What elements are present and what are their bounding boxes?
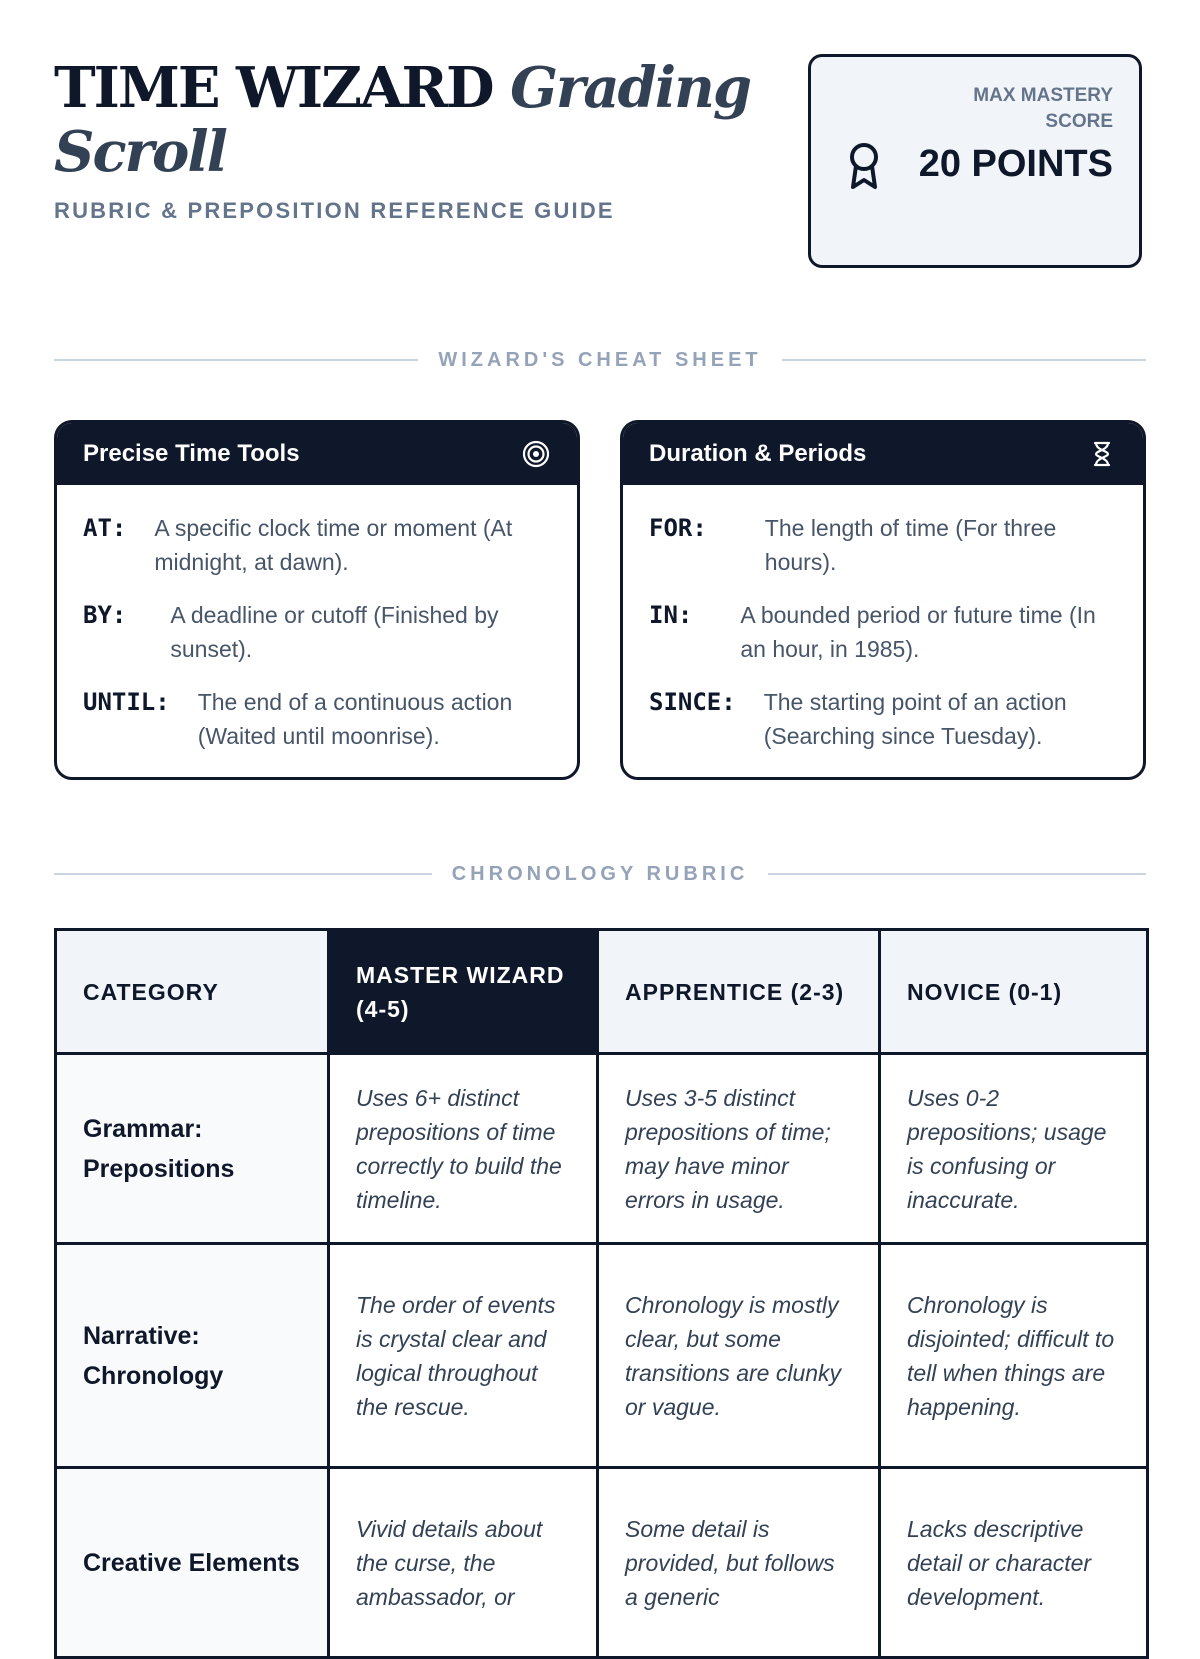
definition-row: [83, 511, 551, 579]
master-cell: The order of events is crystal clear and logical throughout the rescue.: [329, 1244, 598, 1468]
category-cell: Grammar: Prepositions: [56, 1054, 329, 1244]
title-accent: Grading Scroll: [54, 55, 750, 185]
definition-text: A deadline or cutoff (Finished by sunset).: [170, 602, 499, 662]
rubric-divider: [54, 862, 1146, 886]
card-header: [623, 423, 1143, 485]
novice-cell: Lacks descriptive detail or character development.: [880, 1468, 1148, 1658]
novice-cell: Chronology is disjointed; difficult to tell when things are happening.: [880, 1244, 1148, 1468]
divider-line: [54, 873, 432, 875]
cheat-sheet-divider: [54, 348, 1146, 372]
precise-time-tools-card: [54, 420, 580, 780]
card-body: [57, 485, 577, 753]
page-title: [54, 56, 754, 184]
header-apprentice: APPRENTICE (2-3): [598, 930, 880, 1054]
hourglass-icon: [1087, 439, 1117, 469]
definition-text: A bounded period or future time (In an hour, in 1985).: [740, 602, 1096, 662]
definition-term: UNTIL:: [83, 688, 170, 716]
card-title: Duration & Periods: [649, 440, 867, 467]
card-body: [623, 485, 1143, 753]
table-row: [56, 1244, 1148, 1468]
score-label: MAX MASTERY SCORE: [973, 85, 1113, 132]
card-title: Precise Time Tools: [83, 440, 300, 467]
card-header: [57, 423, 577, 485]
definition-term: IN:: [649, 601, 693, 629]
definition-term: BY:: [83, 601, 127, 629]
definition-text: The length of time (For three hours).: [764, 515, 1057, 575]
rubric-heading: CHRONOLOGY RUBRIC: [451, 862, 749, 885]
divider-line: [54, 359, 418, 361]
apprentice-cell: Uses 3-5 distinct prepositions of time; may have minor errors in usage.: [598, 1054, 880, 1244]
master-cell: Vivid details about the curse, the ambassador, or: [329, 1468, 598, 1658]
header-master-wizard: MASTER WIZARD (4-5): [329, 930, 598, 1054]
apprentice-cell: Some detail is provided, but follows a generic: [598, 1468, 880, 1658]
max-score-card: [808, 54, 1142, 268]
rubric-table: [54, 928, 1149, 1659]
definition-term: SINCE:: [649, 688, 736, 716]
definition-row: [83, 685, 551, 753]
category-cell: Creative Elements: [56, 1468, 329, 1658]
novice-cell: Uses 0-2 prepositions; usage is confusing or inaccurate.: [880, 1054, 1148, 1244]
definition-row: [649, 685, 1117, 753]
definition-row: [649, 598, 1117, 666]
definition-row: [83, 598, 551, 666]
target-icon: [521, 439, 551, 469]
title-main: TIME WIZARD: [54, 55, 493, 121]
definition-text: The end of a continuous action (Waited until moonrise).: [197, 689, 513, 749]
definition-term: AT:: [83, 514, 127, 542]
divider-line: [782, 359, 1146, 361]
category-cell: Narrative: Chronology: [56, 1244, 329, 1468]
apprentice-cell: Chronology is mostly clear, but some transitions are clunky or vague.: [598, 1244, 880, 1468]
definition-text: A specific clock time or moment (At midnight, at dawn).: [154, 515, 513, 575]
definition-row: [649, 511, 1117, 579]
score-value: 20 POINTS: [918, 143, 1113, 185]
page-subtitle: RUBRIC & PREPOSITION REFERENCE GUIDE: [54, 198, 615, 223]
divider-line: [768, 873, 1146, 875]
header: [54, 54, 1146, 274]
header-category: CATEGORY: [56, 930, 329, 1054]
header-novice: NOVICE (0-1): [880, 930, 1148, 1054]
cheat-sheet-heading: WIZARD'S CHEAT SHEET: [438, 348, 762, 371]
table-row: [56, 1468, 1148, 1658]
rubric-header-row: [56, 930, 1148, 1054]
duration-periods-card: [620, 420, 1146, 780]
table-row: [56, 1054, 1148, 1244]
definition-term: FOR:: [649, 514, 707, 542]
definition-text: The starting point of an action (Searching since Tuesday).: [763, 689, 1067, 749]
master-cell: Uses 6+ distinct prepositions of time correctly to build the timeline.: [329, 1054, 598, 1244]
